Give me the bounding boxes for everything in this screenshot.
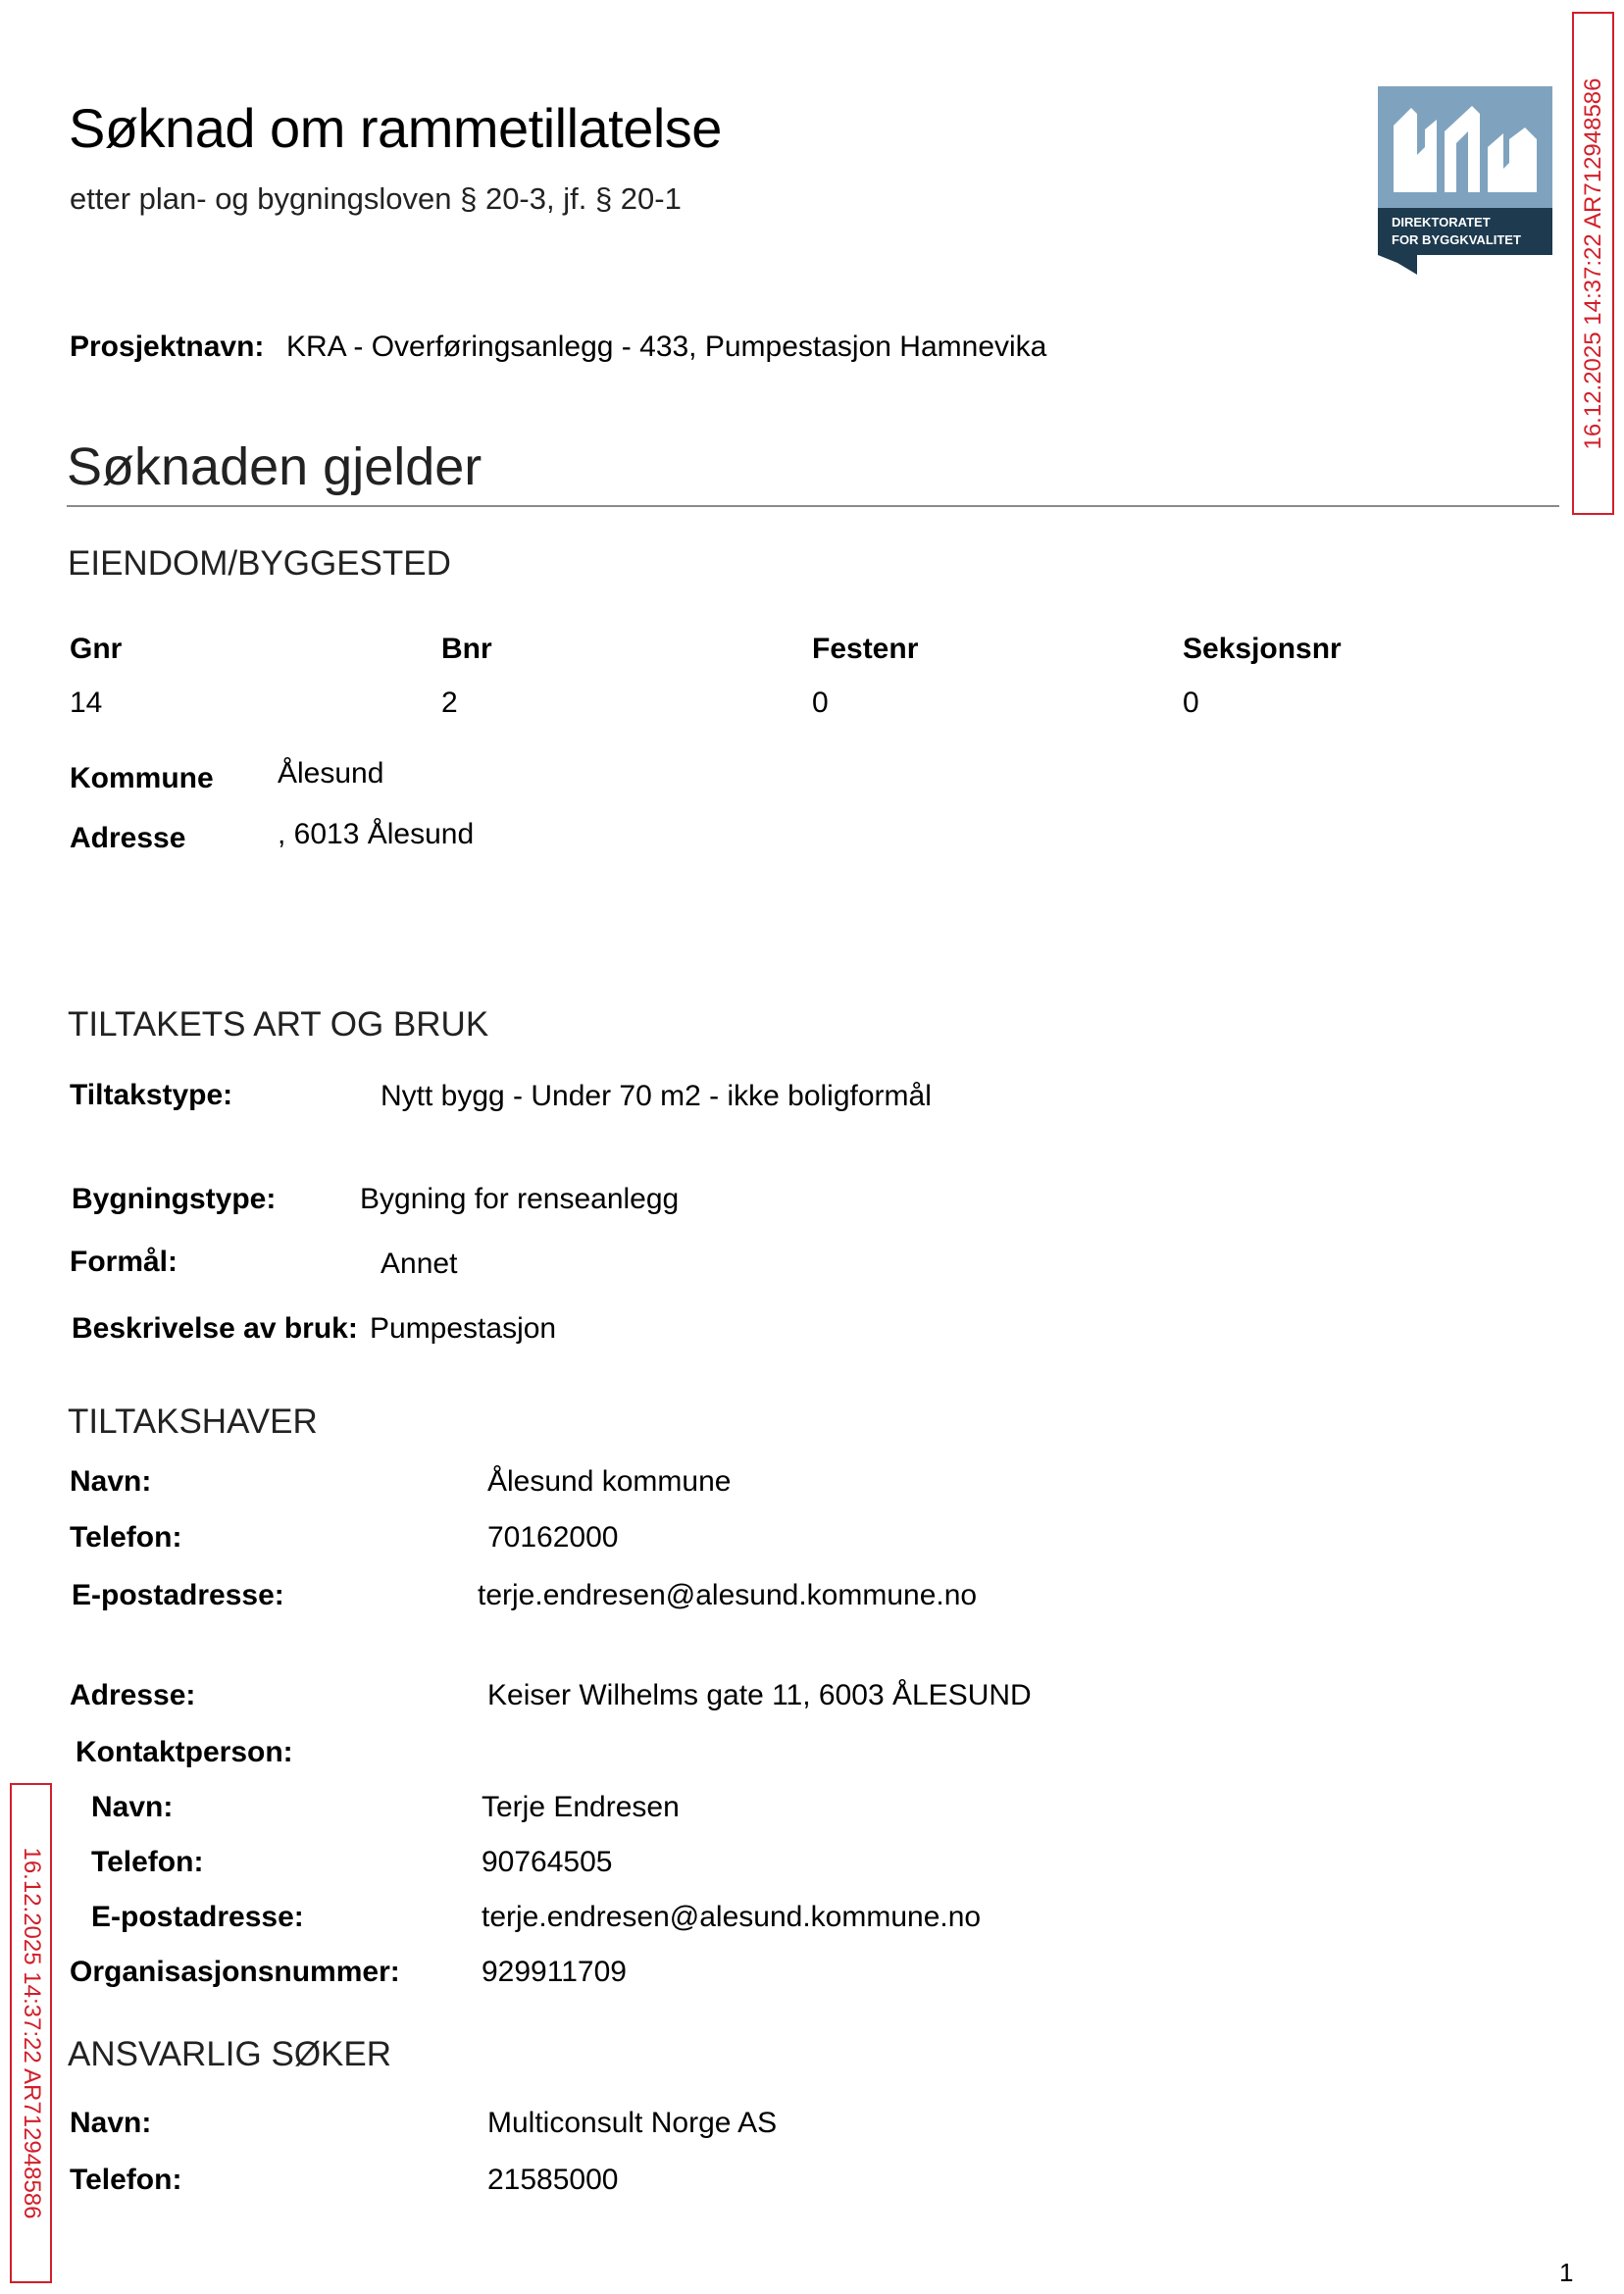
beskrivelse-label: Beskrivelse av bruk: (72, 1312, 358, 1345)
kp-navn-label: Navn: (91, 1791, 174, 1823)
beskrivelse-value: Pumpestasjon (370, 1312, 557, 1345)
bnr-label: Bnr (441, 633, 492, 665)
th-adresse-label: Adresse: (70, 1679, 196, 1711)
kommune-value: Ålesund (278, 757, 384, 790)
festenr-value: 0 (812, 687, 829, 719)
stamp-text-bottom: 16.12.2025 14:37:22 AR712948586 (18, 1847, 45, 2219)
stamp-text-top: 16.12.2025 14:37:22 AR712948586 (1579, 76, 1606, 450)
ansvarlig-heading: ANSVARLIG SØKER (68, 2035, 392, 2073)
kommune-label: Kommune (70, 762, 214, 794)
th-navn-value: Ålesund kommune (487, 1465, 732, 1498)
kp-epost-label: E-postadresse: (91, 1901, 304, 1933)
prosjektnavn-label: Prosjektnavn: (70, 331, 265, 363)
th-epost-label: E-postadresse: (72, 1579, 284, 1611)
th-telefon-value: 70162000 (487, 1521, 619, 1554)
as-telefon-label: Telefon: (70, 2164, 182, 2196)
th-navn-label: Navn: (70, 1465, 152, 1498)
adresse-label: Adresse (70, 822, 186, 854)
festenr-label: Festenr (812, 633, 919, 665)
as-navn-label: Navn: (70, 2107, 152, 2139)
th-epost-value: terje.endresen@alesund.kommune.no (478, 1579, 978, 1611)
formal-label: Formål: (70, 1246, 178, 1278)
section-title: Søknaden gjelder (67, 437, 482, 496)
timestamp-stamp-top (1572, 12, 1614, 515)
logo-text-1: DIREKTORATET (1392, 215, 1491, 229)
th-adresse-value: Keiser Wilhelms gate 11, 6003 ÅLESUND (487, 1679, 1032, 1711)
eiendom-heading: EIENDOM/BYGGESTED (68, 544, 451, 583)
section-divider (67, 505, 1559, 507)
bygningstype-label: Bygningstype: (72, 1183, 277, 1215)
timestamp-stamp-bottom (10, 1783, 52, 2283)
bygningstype-value: Bygning for renseanlegg (360, 1183, 680, 1215)
kp-telefon-value: 90764505 (482, 1846, 613, 1878)
adresse-value: , 6013 Ålesund (278, 818, 475, 850)
bnr-value: 2 (441, 687, 458, 719)
gnr-value: 14 (70, 687, 103, 719)
tiltakstype-value: Nytt bygg - Under 70 m2 - ikke boligformål (381, 1080, 932, 1112)
seksjonsnr-value: 0 (1183, 687, 1199, 719)
seksjonsnr-label: Seksjonsnr (1183, 633, 1342, 665)
logo-text-2: FOR BYGGKVALITET (1392, 232, 1521, 247)
kp-telefon-label: Telefon: (91, 1846, 204, 1878)
as-telefon-value: 21585000 (487, 2164, 619, 2196)
dibk-logo (1378, 86, 1552, 275)
document-title: Søknad om rammetillatelse (69, 97, 722, 159)
as-navn-value: Multiconsult Norge AS (487, 2107, 778, 2139)
page-number: 1 (1559, 2258, 1574, 2287)
kontaktperson-label: Kontaktperson: (76, 1736, 293, 1768)
formal-value: Annet (381, 1248, 458, 1280)
gnr-label: Gnr (70, 633, 123, 665)
kp-navn-value: Terje Endresen (482, 1791, 680, 1823)
org-value: 929911709 (482, 1956, 627, 1988)
tiltakstype-label: Tiltakstype: (70, 1079, 233, 1111)
prosjektnavn-value: KRA - Overføringsanlegg - 433, Pumpestasjon Hamnevika (286, 331, 1047, 363)
tiltak-heading: TILTAKETS ART OG BRUK (68, 1005, 489, 1044)
org-label: Organisasjonsnummer: (70, 1956, 400, 1988)
th-telefon-label: Telefon: (70, 1521, 182, 1554)
tiltakshaver-heading: TILTAKSHAVER (68, 1402, 318, 1441)
kp-epost-value: terje.endresen@alesund.kommune.no (482, 1901, 982, 1933)
document-subtitle: etter plan- og bygningsloven § 20-3, jf. § 20-1 (70, 181, 682, 216)
